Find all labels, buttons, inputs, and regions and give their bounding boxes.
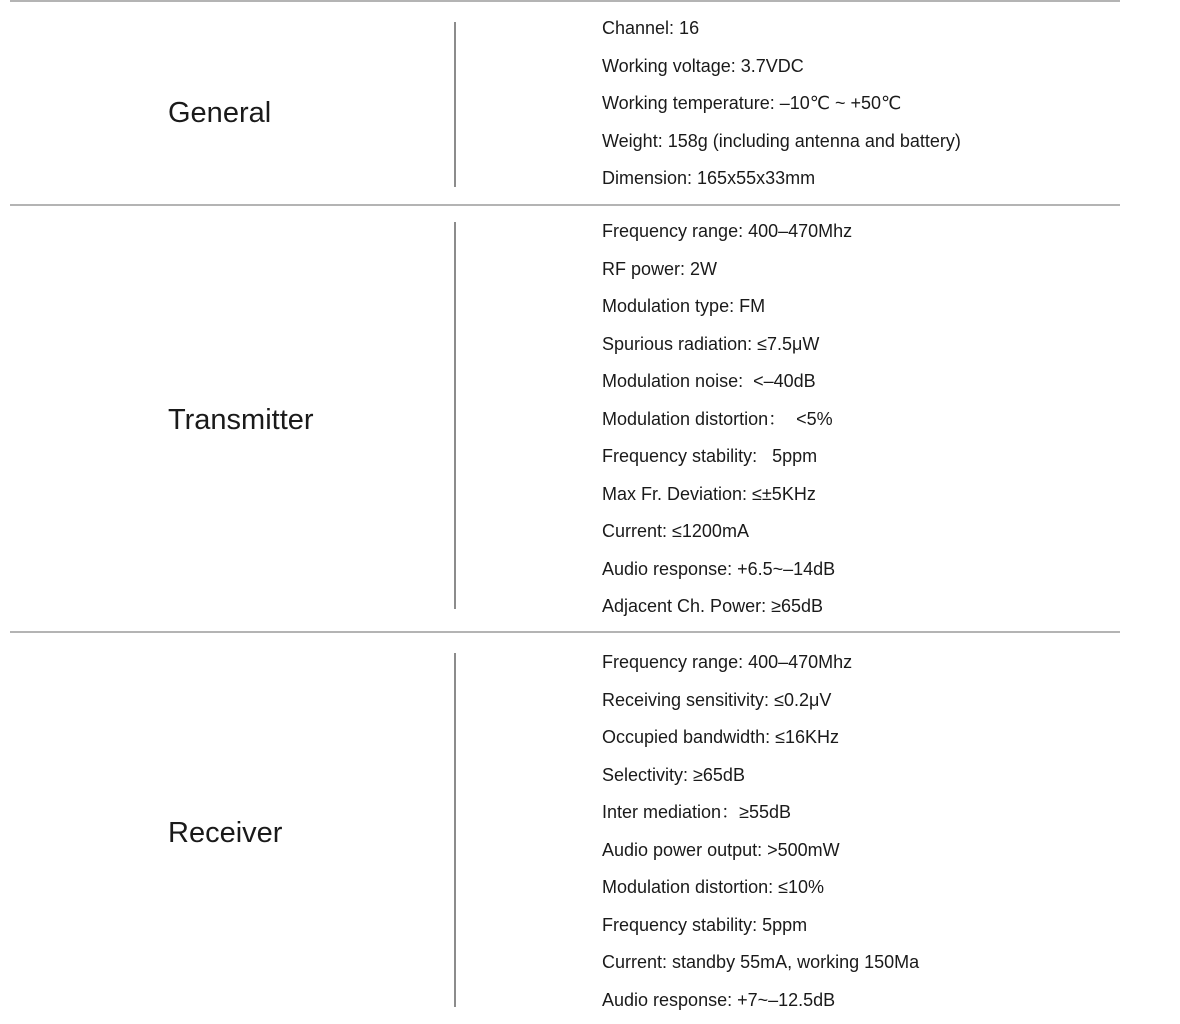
spec-item: Max Fr. Deviation: ≤±5KHz <box>602 483 816 504</box>
spec-item: Channel: 16 <box>602 18 700 38</box>
vertical-divider-transmitter <box>454 222 456 609</box>
top-divider <box>10 0 1120 2</box>
spec-item: Current: ≤1200mA <box>602 521 749 541</box>
spec-list-receiver <box>602 649 919 1024</box>
section-divider-1 <box>10 204 1120 206</box>
section-title-receiver: Receiver <box>168 817 283 849</box>
spec-item: Selectivity: ≥65dB <box>602 764 745 785</box>
spec-item: Audio response: +7~–12.5dB <box>602 989 836 1010</box>
spec-item: Modulation distortion: ≤10% <box>602 877 825 897</box>
section-divider-2 <box>10 631 1120 633</box>
spec-item: Working voltage: 3.7VDC <box>602 55 804 76</box>
spec-item: Frequency range: 400–470Mhz <box>602 652 853 672</box>
vertical-divider-receiver <box>454 653 456 1007</box>
spec-item: Frequency range: 400–470Mhz <box>602 221 853 241</box>
spec-list-general <box>602 15 961 203</box>
spec-item: Adjacent Ch. Power: ≥65dB <box>602 596 824 616</box>
spec-item: RF power: 2W <box>602 258 718 279</box>
spec-item: Audio power output: >500mW <box>602 839 840 860</box>
spec-item: Working temperature: –10℃ ~ +50℃ <box>602 93 902 113</box>
spec-item: Modulation distortion： <5% <box>602 408 833 429</box>
spec-item: Receiving sensitivity: ≤0.2μV <box>602 689 832 710</box>
spec-item: Dimension: 165x55x33mm <box>602 168 816 188</box>
vertical-divider-general <box>454 22 456 187</box>
spec-item: Audio response: +6.5~–14dB <box>602 558 836 579</box>
spec-item: Frequency stability: 5ppm <box>602 446 818 466</box>
section-title-transmitter: Transmitter <box>168 404 314 436</box>
spec-item: Spurious radiation: ≤7.5μW <box>602 333 820 354</box>
spec-list-transmitter <box>602 218 852 631</box>
spec-item: Frequency stability: 5ppm <box>602 914 808 935</box>
spec-item: Modulation noise: <–40dB <box>602 371 816 391</box>
spec-item: Weight: 158g (including antenna and battery) <box>602 130 961 151</box>
spec-item: Occupied bandwidth: ≤16KHz <box>602 727 840 747</box>
section-title-general: General <box>168 97 272 129</box>
spec-item: Current: standby 55mA, working 150Ma <box>602 952 920 972</box>
spec-item: Modulation type: FM <box>602 296 766 316</box>
spec-item: Inter mediation：≥55dB <box>602 802 791 822</box>
